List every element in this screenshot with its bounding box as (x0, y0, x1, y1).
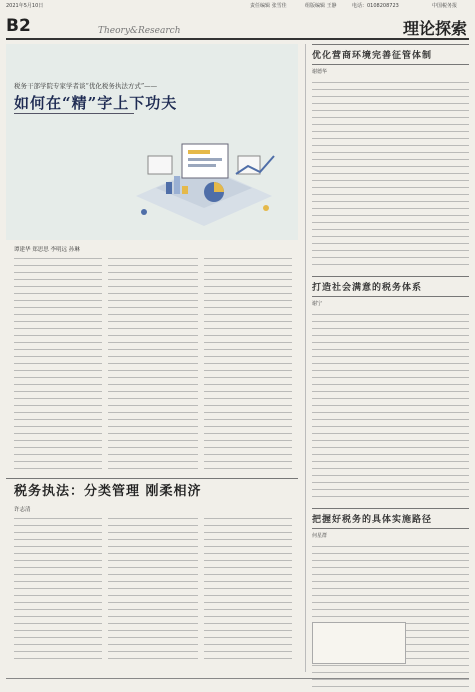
english-subtitle: Theory&Research (98, 26, 181, 36)
dashboard-illustration (116, 126, 292, 234)
lead-byline: 谭建华 郑思思 李明远 孙琳 (14, 247, 80, 253)
phone: 电话：0108208723 (352, 3, 399, 9)
right-body-2 (312, 310, 469, 500)
right-byline-1: 谢德华 (312, 69, 328, 75)
right-body-3 (312, 542, 469, 692)
second-col-1 (14, 514, 102, 664)
section-title: 理论探索 (402, 19, 467, 38)
second-byline: 许志清 (14, 507, 31, 513)
lead-col-3 (204, 254, 292, 474)
right-inset-box (312, 622, 406, 664)
lead-title: 如何在“精”字上下功夫 (14, 94, 178, 112)
editor: 责任编辑 张雪佳 (250, 3, 287, 9)
page-number: B2 (6, 16, 31, 36)
right-byline-3: 何星群 (312, 533, 328, 539)
lead-col-2 (108, 254, 198, 474)
lead-banner (6, 44, 298, 240)
right-byline-2: 谢宁 (312, 301, 323, 307)
date: 2021年5月10日 (6, 3, 44, 9)
second-col-3 (204, 514, 292, 664)
right-title-2: 打造社会满意的税务体系 (312, 276, 469, 297)
page-header (6, 12, 469, 40)
right-column (305, 44, 469, 672)
second-col-2 (108, 514, 198, 664)
second-title: 税务执法：分类管理 刚柔相济 (14, 484, 202, 499)
right-title-3: 把握好税务的具体实施路径 (312, 508, 469, 529)
layout-editor: 组版编辑 王静 (305, 3, 337, 9)
series-label: 税务干部学院专家学者谈“优化税务执法方式”—— (14, 82, 158, 90)
right-title-1: 优化营商环境完善征管体制 (312, 44, 469, 65)
right-body-1 (312, 78, 469, 268)
top-info-line (0, 0, 475, 9)
bottom-rule (6, 678, 469, 679)
lead-col-1 (14, 254, 102, 474)
paper-name: 中国税务报 (432, 3, 458, 9)
title-rule (14, 113, 134, 114)
section-divider (6, 478, 298, 479)
